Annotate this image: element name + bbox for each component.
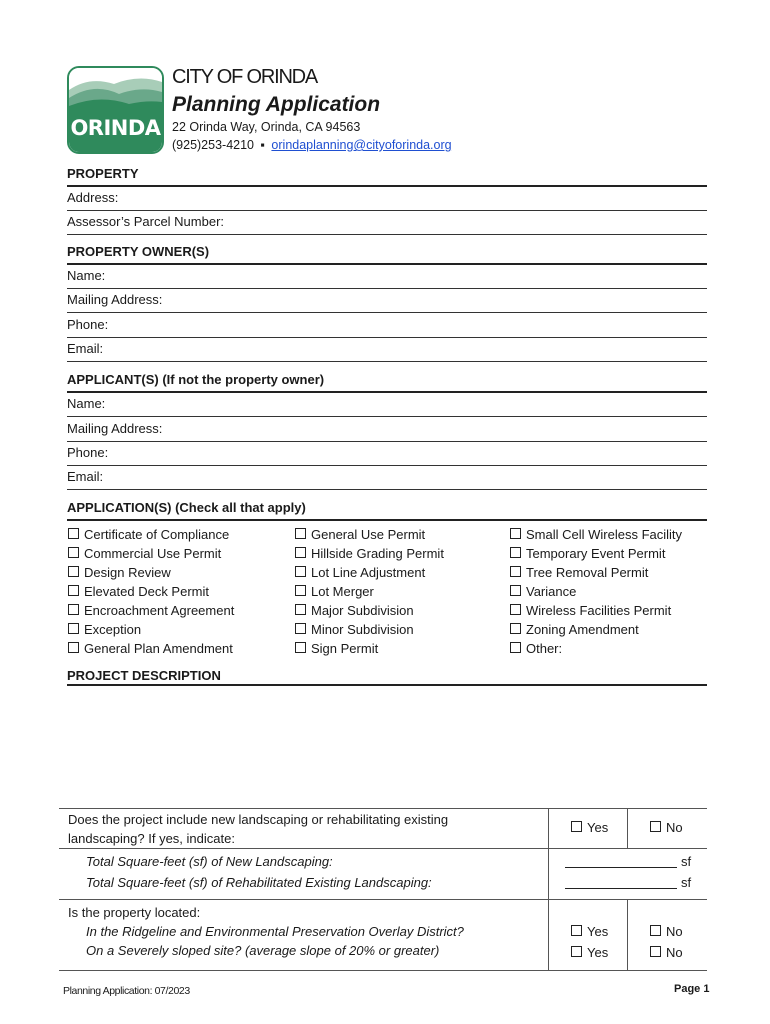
address-field[interactable]: Address: bbox=[67, 187, 707, 211]
checkbox-design-review[interactable]: Design Review bbox=[68, 565, 171, 580]
table-divider bbox=[59, 899, 707, 900]
landscaping-no-option[interactable]: No bbox=[650, 820, 683, 835]
applicant-phone-field[interactable]: Phone: bbox=[67, 442, 707, 466]
checkbox-major-subdivision[interactable]: Major Subdivision bbox=[295, 603, 414, 618]
table-divider bbox=[59, 848, 707, 849]
owner-name-field[interactable]: Name: bbox=[67, 265, 707, 289]
checkbox-certificate-of-compliance[interactable]: Certificate of Compliance bbox=[68, 527, 229, 542]
owner-email-field[interactable]: Email: bbox=[67, 338, 707, 362]
ridgeline-yes-option[interactable]: Yes bbox=[571, 924, 608, 939]
applicant-mailing-field[interactable]: Mailing Address: bbox=[67, 418, 707, 442]
checkbox-tree-removal-permit[interactable]: Tree Removal Permit bbox=[510, 565, 648, 580]
owner-phone-field[interactable]: Phone: bbox=[67, 314, 707, 338]
checkbox-icon[interactable] bbox=[510, 623, 521, 634]
checkbox-sign-permit[interactable]: Sign Permit bbox=[295, 641, 378, 656]
checkbox-icon[interactable] bbox=[68, 623, 79, 634]
table-column-divider bbox=[627, 808, 628, 848]
checkbox-icon[interactable] bbox=[650, 946, 661, 957]
location-question: Is the property located: bbox=[68, 905, 201, 920]
separator-bullet: ▪ bbox=[260, 138, 265, 152]
checkbox-zoning-amendment[interactable]: Zoning Amendment bbox=[510, 622, 639, 637]
section-project-description: PROJECT DESCRIPTION bbox=[67, 668, 221, 683]
checkbox-icon[interactable] bbox=[295, 642, 306, 653]
checkbox-icon[interactable] bbox=[295, 547, 306, 558]
checkbox-minor-subdivision[interactable]: Minor Subdivision bbox=[295, 622, 414, 637]
checkbox-icon[interactable] bbox=[295, 585, 306, 596]
section-applicant: APPLICANT(S) (If not the property owner) bbox=[67, 372, 707, 393]
checkbox-small-cell-wireless[interactable]: Small Cell Wireless Facility bbox=[510, 527, 682, 542]
orinda-logo bbox=[67, 66, 164, 154]
checkbox-lot-merger[interactable]: Lot Merger bbox=[295, 584, 374, 599]
divider bbox=[67, 684, 707, 686]
logo-wordmark: ORINDA bbox=[70, 116, 161, 140]
new-sf-input[interactable]: sf bbox=[565, 854, 691, 869]
rehab-landscaping-label: Total Square-feet (sf) of Rehabilitated Existing Landscaping: bbox=[86, 875, 432, 890]
checkbox-encroachment-agreement[interactable]: Encroachment Agreement bbox=[68, 603, 234, 618]
checkbox-icon[interactable] bbox=[510, 585, 521, 596]
email-link[interactable]: orindaplanning@cityoforinda.org bbox=[271, 138, 452, 152]
table-top-border bbox=[59, 808, 707, 809]
checkbox-icon[interactable] bbox=[650, 925, 661, 936]
table-column-divider bbox=[548, 899, 549, 970]
blank-line[interactable] bbox=[565, 876, 677, 889]
checkbox-icon[interactable] bbox=[68, 642, 79, 653]
checkbox-other[interactable]: Other: bbox=[510, 641, 562, 656]
checkbox-icon[interactable] bbox=[295, 528, 306, 539]
checkbox-variance[interactable]: Variance bbox=[510, 584, 576, 599]
phone-number: (925)253-4210 bbox=[172, 138, 255, 152]
table-column-divider bbox=[548, 808, 549, 900]
checkbox-icon[interactable] bbox=[68, 604, 79, 615]
sloped-yes-option[interactable]: Yes bbox=[571, 945, 608, 960]
checkbox-wireless-facilities-permit[interactable]: Wireless Facilities Permit bbox=[510, 603, 671, 618]
checkbox-general-plan-amendment[interactable]: General Plan Amendment bbox=[68, 641, 233, 656]
table-column-divider bbox=[627, 899, 628, 970]
new-landscaping-label: Total Square-feet (sf) of New Landscaping: bbox=[86, 854, 333, 869]
section-property: PROPERTY bbox=[67, 166, 707, 187]
table-bottom-border bbox=[59, 970, 707, 971]
checkbox-icon[interactable] bbox=[571, 946, 582, 957]
footer-form-version: Planning Application: 07/2023 bbox=[63, 985, 190, 997]
section-owner: PROPERTY OWNER(S) bbox=[67, 244, 707, 265]
blank-line[interactable] bbox=[565, 855, 677, 868]
checkbox-elevated-deck-permit[interactable]: Elevated Deck Permit bbox=[68, 584, 209, 599]
ridgeline-no-option[interactable]: No bbox=[650, 924, 683, 939]
section-applications: APPLICATION(S) (Check all that apply) bbox=[67, 500, 707, 521]
checkbox-commercial-use-permit[interactable]: Commercial Use Permit bbox=[68, 546, 221, 561]
checkbox-icon[interactable] bbox=[510, 604, 521, 615]
checkbox-lot-line-adjustment[interactable]: Lot Line Adjustment bbox=[295, 565, 425, 580]
checkbox-icon[interactable] bbox=[571, 821, 582, 832]
landscaping-yes-option[interactable]: Yes bbox=[571, 820, 608, 835]
checkbox-temporary-event-permit[interactable]: Temporary Event Permit bbox=[510, 546, 665, 561]
checkbox-icon[interactable] bbox=[68, 585, 79, 596]
contact-line bbox=[172, 138, 452, 152]
checkbox-general-use-permit[interactable]: General Use Permit bbox=[295, 527, 425, 542]
city-address: 22 Orinda Way, Orinda, CA 94563 bbox=[172, 120, 361, 134]
checkbox-icon[interactable] bbox=[510, 642, 521, 653]
rehab-sf-input[interactable]: sf bbox=[565, 875, 691, 890]
checkbox-icon[interactable] bbox=[295, 604, 306, 615]
checkbox-icon[interactable] bbox=[68, 566, 79, 577]
checkbox-hillside-grading-permit[interactable]: Hillside Grading Permit bbox=[295, 546, 444, 561]
page-title: Planning Application bbox=[172, 93, 381, 116]
checkbox-icon[interactable] bbox=[650, 821, 661, 832]
parcel-number-field[interactable]: Assessor’s Parcel Number: bbox=[67, 211, 707, 235]
sloped-no-option[interactable]: No bbox=[650, 945, 683, 960]
checkbox-exception[interactable]: Exception bbox=[68, 622, 141, 637]
checkbox-icon[interactable] bbox=[510, 547, 521, 558]
checkbox-icon[interactable] bbox=[571, 925, 582, 936]
checkbox-icon[interactable] bbox=[295, 623, 306, 634]
checkbox-icon[interactable] bbox=[510, 528, 521, 539]
checkbox-icon[interactable] bbox=[295, 566, 306, 577]
checkbox-icon[interactable] bbox=[510, 566, 521, 577]
footer-page-number: Page 1 bbox=[674, 983, 710, 995]
owner-mailing-field[interactable]: Mailing Address: bbox=[67, 289, 707, 313]
checkbox-icon[interactable] bbox=[68, 547, 79, 558]
project-description-area[interactable] bbox=[67, 690, 707, 802]
landscaping-question: Does the project include new landscaping or rehabilitating existing landscaping? If yes, indicate: bbox=[68, 812, 449, 846]
sloped-site-question: On a Severely sloped site? (average slope of 20% or greater) bbox=[86, 943, 440, 958]
applicant-name-field[interactable]: Name: bbox=[67, 393, 707, 417]
applicant-email-field[interactable]: Email: bbox=[67, 466, 707, 490]
city-name: CITY OF ORINDA bbox=[172, 66, 318, 88]
checkbox-icon[interactable] bbox=[68, 528, 79, 539]
ridgeline-question: In the Ridgeline and Environmental Preservation Overlay District? bbox=[86, 924, 464, 939]
